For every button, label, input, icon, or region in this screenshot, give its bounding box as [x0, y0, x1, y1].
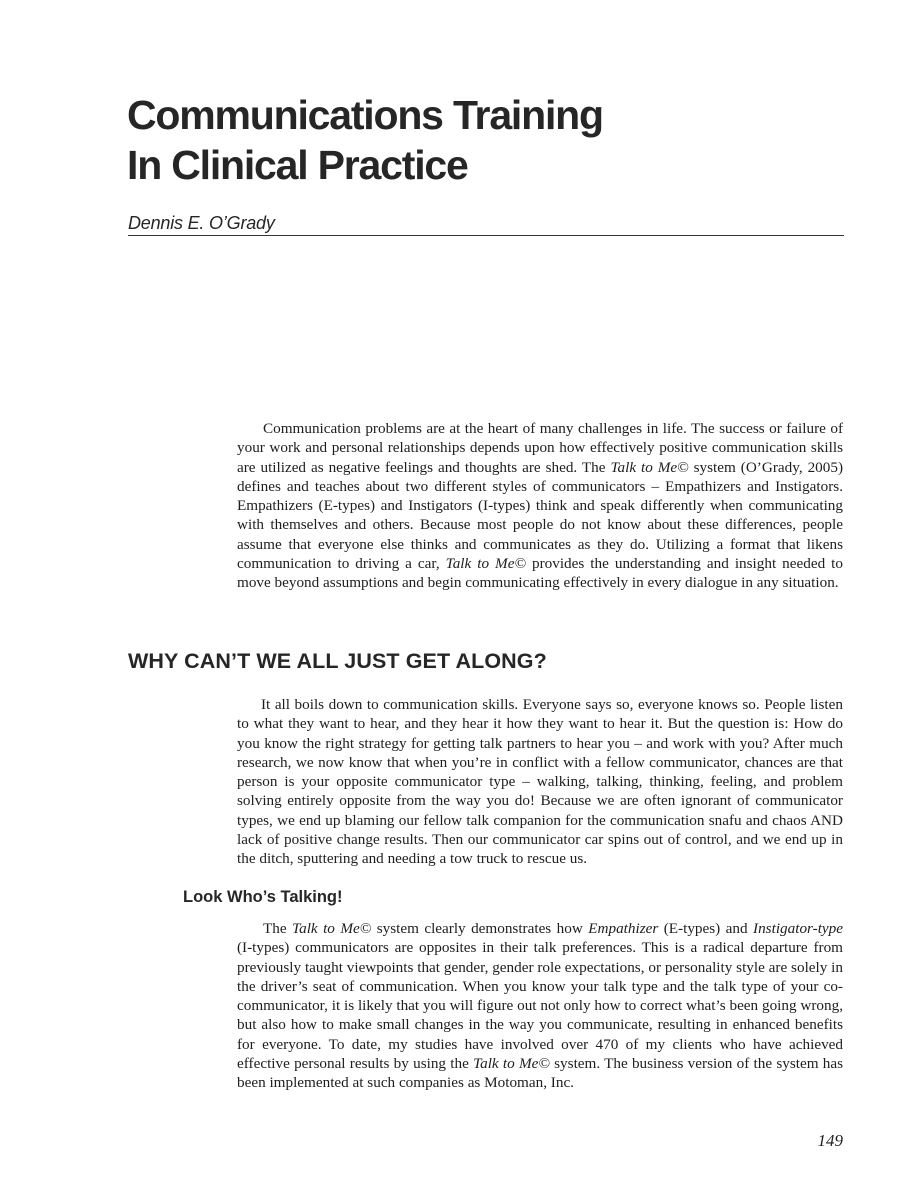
text-run: (I-types) communicators are opposites in their talk preferences. This is a radical departure from previously taught viewpoints that gender, gender role expectations, or personality style are solely in the driver’s seat of communication. When you know your talk type and the talk type of your co-communicator, it is likely that you will figure out not only how to correct what’s been going wrong, but also how to make small changes in the way you communicate, resulting in enhanced benefits for everyone. To date, my studies have involved over 470 of my clients who have achieved effective personal results by using the — [237, 939, 843, 1073]
text-run: (E-types) and — [658, 920, 754, 937]
text-run: The — [263, 920, 293, 937]
italic-run: Empathizer — [588, 920, 659, 937]
italic-run: Talk to Me© — [473, 1055, 550, 1073]
author-rule — [128, 213, 844, 236]
text-run: system clearly demonstrates how — [371, 920, 589, 937]
title-line-1: Communications Training — [127, 92, 603, 138]
page-number: 149 — [817, 1131, 843, 1150]
italic-run: Talk to Me© — [292, 920, 372, 937]
article-title — [127, 90, 767, 190]
italic-run: Talk to Me© — [445, 555, 526, 573]
text-run: Communication problems are at the heart of many challenges in life. The success or failure of your work and personal relationships depends upon how effectively positive communication skills are utilized as negative feelings and thoughts are shed. The — [237, 420, 843, 476]
subsection-body — [237, 919, 843, 1093]
italic-run: Instigator-type — [753, 920, 843, 937]
section-heading: WHY CAN’T WE ALL JUST GET ALONG? — [128, 649, 547, 673]
section-paragraph: It all boils down to communication skills. Everyone says so, everyone knows so. People listen to what they want to hear, and they hear it how they want to hear it. But the question is: How do you know the right strategy for getting talk partners to hear you – and work with you? After much research, we now know that when you’re in conflict with a fellow communicator, chances are that person is your opposite communicator type – walking, talking, thinking, feeling, and problem solving entirely opposite from the way you do! Because we are often ignorant of communicator types, we end up blaming our fellow talk companion for the communication snafu and chaos AND lack of positive change results. Then our communicator car spins out of control, and we end up in the ditch, sputtering and needing a tow truck to rescue us. — [237, 696, 843, 868]
text-run: system. The business version of the system has been implemented at such companies as Motoman, Inc. — [237, 1055, 843, 1092]
author-name: Dennis E. O’Grady — [128, 213, 275, 233]
abstract — [237, 419, 843, 593]
subsection-heading: Look Who’s Talking! — [183, 888, 343, 906]
text-run: provides the understanding and insight needed to move beyond assumptions and begin communicating effectively in every dialogue in any situation. — [237, 555, 843, 592]
section-body — [237, 695, 843, 869]
subsection-paragraph — [237, 919, 843, 1093]
title-line-2: In Clinical Practice — [127, 142, 468, 188]
abstract-paragraph — [237, 419, 843, 593]
text-run: system (O’Grady, 2005) defines and teaches about two different styles of communicators – Empathizers and Instigators. Empathizers (E-types) and Instigators (I-types) think and speak differently when communicating with themselves and others. Because most people do not know about these differences, people assume that everyone else thinks and communicates as they do. Utilizing a format that likens communication to driving a car, — [237, 458, 843, 573]
italic-run: Talk to Me© — [610, 458, 689, 476]
